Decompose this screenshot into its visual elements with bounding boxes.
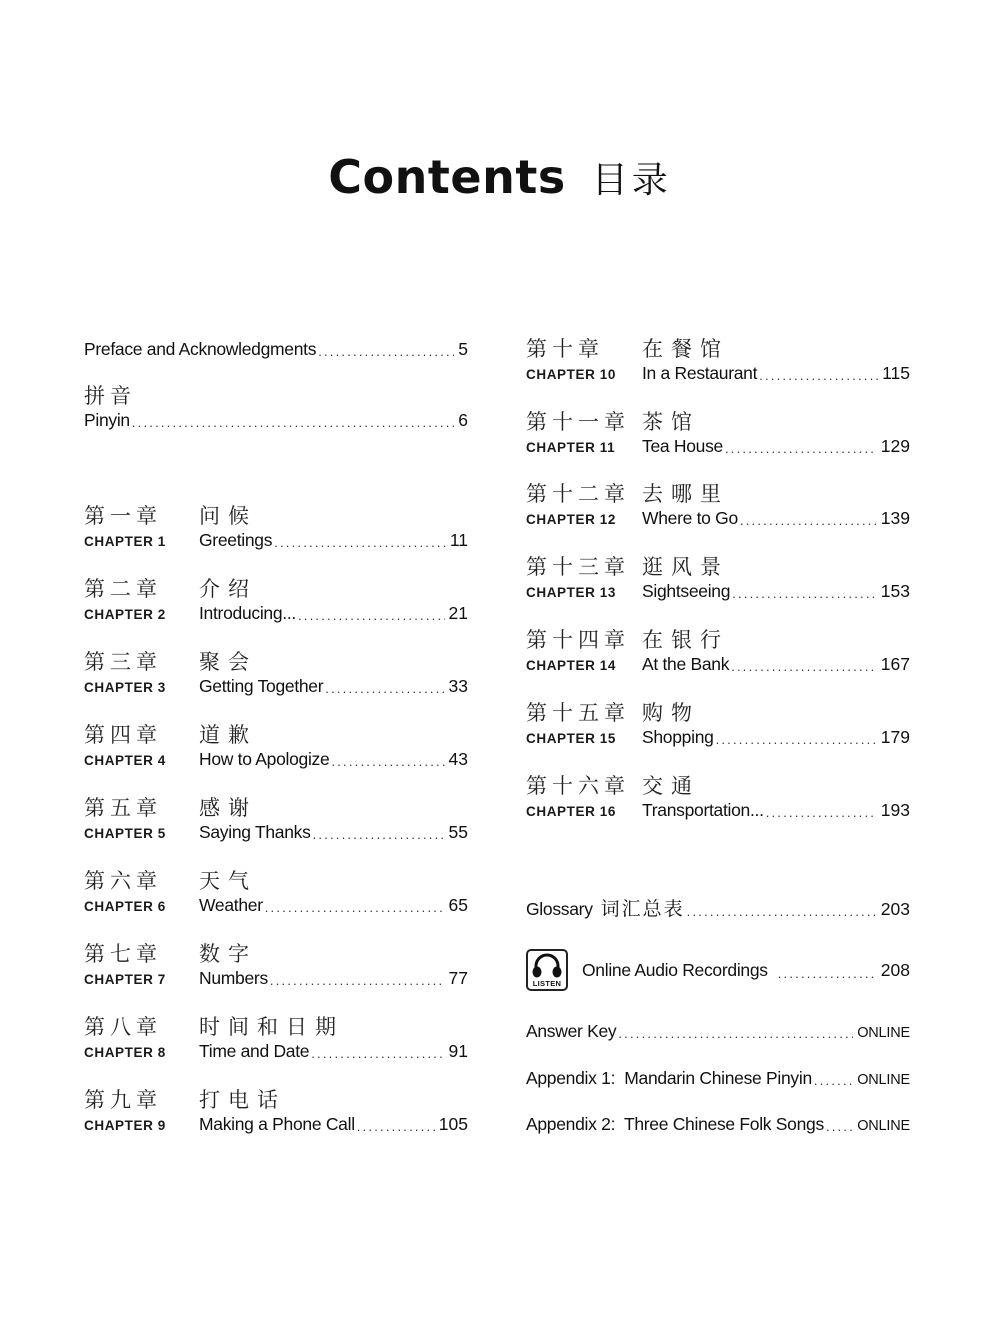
chapter-title: In a Restaurant	[642, 363, 758, 383]
chapter-number-zh: 第四章	[84, 723, 162, 747]
chapter-number-zh: 第十二章	[526, 482, 630, 506]
chapter-label: CHAPTER 9	[84, 1118, 166, 1133]
dot-leader	[826, 1119, 853, 1134]
page-number: 21	[448, 603, 468, 623]
chapter-title: Getting Together	[199, 676, 324, 696]
title-english: Contents	[328, 150, 566, 204]
page-number: 91	[448, 1041, 468, 1061]
dot-leader	[618, 1026, 853, 1041]
toc-entry-chapter-6[interactable]	[84, 869, 468, 919]
chapter-label: CHAPTER 16	[526, 804, 617, 819]
chapter-number-zh: 第三章	[84, 650, 162, 674]
chapter-number-zh: 第六章	[84, 869, 162, 893]
chapter-title-zh: 介绍	[199, 577, 257, 601]
page-number: 208	[880, 959, 910, 980]
dot-leader	[318, 344, 454, 359]
dot-leader	[731, 659, 877, 674]
chapter-number-zh: 第十五章	[526, 701, 630, 725]
toc-entry-chapter-10[interactable]	[526, 337, 910, 387]
toc-entry-chapter-9[interactable]	[84, 1088, 468, 1138]
listen-label: LISTEN	[532, 979, 562, 988]
chapter-number-zh: 第十四章	[526, 628, 630, 652]
chapter-number-zh: 第十章	[526, 337, 604, 361]
chapter-title: Where to Go	[642, 508, 738, 528]
toc-entry-chapter-1[interactable]	[84, 504, 468, 554]
chapter-label: CHAPTER 2	[84, 607, 166, 622]
entry-title: Glossary	[526, 899, 593, 919]
chapter-title-zh: 聚会	[199, 650, 257, 674]
entry-title: Preface and Acknowledgments	[84, 339, 317, 359]
entry-title: Online Audio Recordings	[582, 959, 768, 980]
dot-leader	[325, 681, 444, 696]
chapter-label: CHAPTER 8	[84, 1045, 166, 1060]
entry-title: Appendix 2: Three Chinese Folk Songs	[526, 1114, 824, 1134]
page-number: 115	[882, 363, 910, 383]
dot-leader	[132, 415, 454, 430]
page-number: 153	[880, 581, 910, 601]
entry-title: Pinyin	[84, 410, 130, 430]
toc-entry-appendix-1[interactable]	[526, 1068, 910, 1092]
chapter-title-zh: 茶馆	[642, 410, 700, 434]
dot-leader	[265, 900, 445, 915]
chapter-title-zh: 问候	[199, 504, 257, 528]
entry-title-zh: 拼音	[84, 384, 136, 408]
dot-leader	[274, 535, 446, 550]
chapter-title: Shopping	[642, 727, 714, 747]
chapter-number-zh: 第二章	[84, 577, 162, 601]
chapter-number-zh: 第十三章	[526, 555, 630, 579]
chapter-title-zh: 天气	[199, 869, 257, 893]
dot-leader	[778, 966, 877, 981]
dot-leader	[732, 586, 877, 601]
page-number: 77	[448, 968, 468, 988]
page-number: 105	[438, 1114, 468, 1134]
chapter-number-zh: 第十六章	[526, 774, 630, 798]
dot-leader	[311, 1046, 444, 1061]
chapter-title: At the Bank	[642, 654, 730, 674]
page-number: 129	[880, 436, 910, 456]
toc-entry-chapter-14[interactable]	[526, 628, 910, 678]
toc-entry-chapter-2[interactable]	[84, 577, 468, 627]
chapter-title: Introducing...	[199, 603, 296, 623]
chapter-label: CHAPTER 3	[84, 680, 166, 695]
dot-leader	[357, 1119, 435, 1134]
chapter-title: Weather	[199, 895, 263, 915]
chapter-label: CHAPTER 7	[84, 972, 166, 987]
chapter-title: How to Apologize	[199, 749, 330, 769]
dot-leader	[766, 805, 877, 820]
page-number: 65	[448, 895, 468, 915]
page-location: ONLINE	[857, 1118, 910, 1134]
toc-entry-preface[interactable]	[84, 339, 468, 363]
toc-entry-glossary[interactable]	[526, 894, 910, 918]
page-number: 139	[880, 508, 910, 528]
chapter-title-zh: 去哪里	[642, 482, 729, 506]
page-number: 33	[448, 676, 468, 696]
chapter-number-zh: 第十一章	[526, 410, 630, 434]
dot-leader	[331, 754, 444, 769]
toc-entry-appendix-2[interactable]	[526, 1114, 910, 1138]
chapter-title-zh: 在餐馆	[642, 337, 729, 361]
page-number: 167	[880, 654, 910, 674]
toc-entry-chapter-11[interactable]	[526, 410, 910, 460]
chapter-label: CHAPTER 14	[526, 658, 617, 673]
page-number: 43	[448, 749, 468, 769]
toc-entry-chapter-13[interactable]	[526, 555, 910, 605]
dot-leader	[270, 973, 445, 988]
chapter-title-zh: 感谢	[199, 796, 257, 820]
chapter-title-zh: 时间和日期	[199, 1015, 344, 1039]
chapter-number-zh: 第九章	[84, 1088, 162, 1112]
chapter-number-zh: 第一章	[84, 504, 162, 528]
page-number: 179	[880, 727, 910, 747]
chapter-label: CHAPTER 4	[84, 753, 166, 768]
chapter-title: Numbers	[199, 968, 268, 988]
chapter-number-zh: 第八章	[84, 1015, 162, 1039]
page-number: 203	[880, 899, 910, 919]
dot-leader	[298, 608, 445, 623]
toc-entry-chapter-4[interactable]	[84, 723, 468, 773]
toc-entry-pinyin[interactable]	[84, 384, 468, 434]
toc-entry-audio[interactable]	[526, 947, 910, 993]
dot-leader	[313, 827, 445, 842]
dot-leader	[716, 732, 877, 747]
page-location: ONLINE	[857, 1025, 910, 1041]
chapter-label: CHAPTER 13	[526, 585, 617, 600]
page-number: 55	[448, 822, 468, 842]
entry-title-zh: 词汇总表	[600, 898, 685, 920]
page-location: ONLINE	[857, 1072, 910, 1088]
chapter-label: CHAPTER 11	[526, 440, 616, 455]
page-number: 5	[458, 339, 468, 359]
title-chinese: 目录	[591, 159, 672, 201]
chapter-number-zh: 第七章	[84, 942, 162, 966]
entry-title: Answer Key	[526, 1021, 617, 1041]
toc-entry-chapter-12[interactable]	[526, 482, 910, 532]
dot-leader	[814, 1073, 853, 1088]
page-number: 193	[880, 800, 910, 820]
chapter-title-zh: 道歉	[199, 723, 257, 747]
toc-entry-answer-key[interactable]	[526, 1021, 910, 1045]
chapter-title-zh: 逛风景	[642, 555, 729, 579]
chapter-title-zh: 在银行	[642, 628, 729, 652]
toc-entry-chapter-16[interactable]	[526, 774, 910, 824]
chapter-number-zh: 第五章	[84, 796, 162, 820]
page-title	[0, 150, 1000, 204]
headphones-icon	[526, 949, 568, 991]
chapter-title: Tea House	[642, 436, 723, 456]
chapter-title-zh: 数字	[199, 942, 257, 966]
entry-title: Appendix 1: Mandarin Chinese Pinyin	[526, 1068, 812, 1088]
page-number: 6	[458, 410, 468, 430]
toc-entry-chapter-8[interactable]	[84, 1015, 468, 1065]
chapter-title: Making a Phone Call	[199, 1114, 355, 1134]
chapter-title-zh: 购物	[642, 701, 700, 725]
dot-leader	[759, 368, 878, 383]
dot-leader	[687, 904, 877, 919]
chapter-label: CHAPTER 10	[526, 367, 617, 382]
toc-entry-chapter-15[interactable]	[526, 701, 910, 751]
chapter-label: CHAPTER 1	[84, 534, 166, 549]
chapter-title-zh: 交通	[642, 774, 700, 798]
chapter-label: CHAPTER 15	[526, 731, 617, 746]
dot-leader	[725, 441, 877, 456]
chapter-title: Greetings	[199, 530, 273, 550]
chapter-label: CHAPTER 12	[526, 512, 617, 527]
chapter-label: CHAPTER 5	[84, 826, 166, 841]
chapter-label: CHAPTER 6	[84, 899, 166, 914]
chapter-title: Saying Thanks	[199, 822, 311, 842]
toc-entry-chapter-7[interactable]	[84, 942, 468, 992]
chapter-title: Transportation...	[642, 800, 764, 820]
dot-leader	[740, 513, 877, 528]
page-number: 11	[449, 530, 468, 550]
toc-entry-chapter-5[interactable]	[84, 796, 468, 846]
chapter-title: Time and Date	[199, 1041, 310, 1061]
chapter-title: Sightseeing	[642, 581, 731, 601]
toc-entry-chapter-3[interactable]	[84, 650, 468, 700]
chapter-title-zh: 打电话	[199, 1088, 286, 1112]
